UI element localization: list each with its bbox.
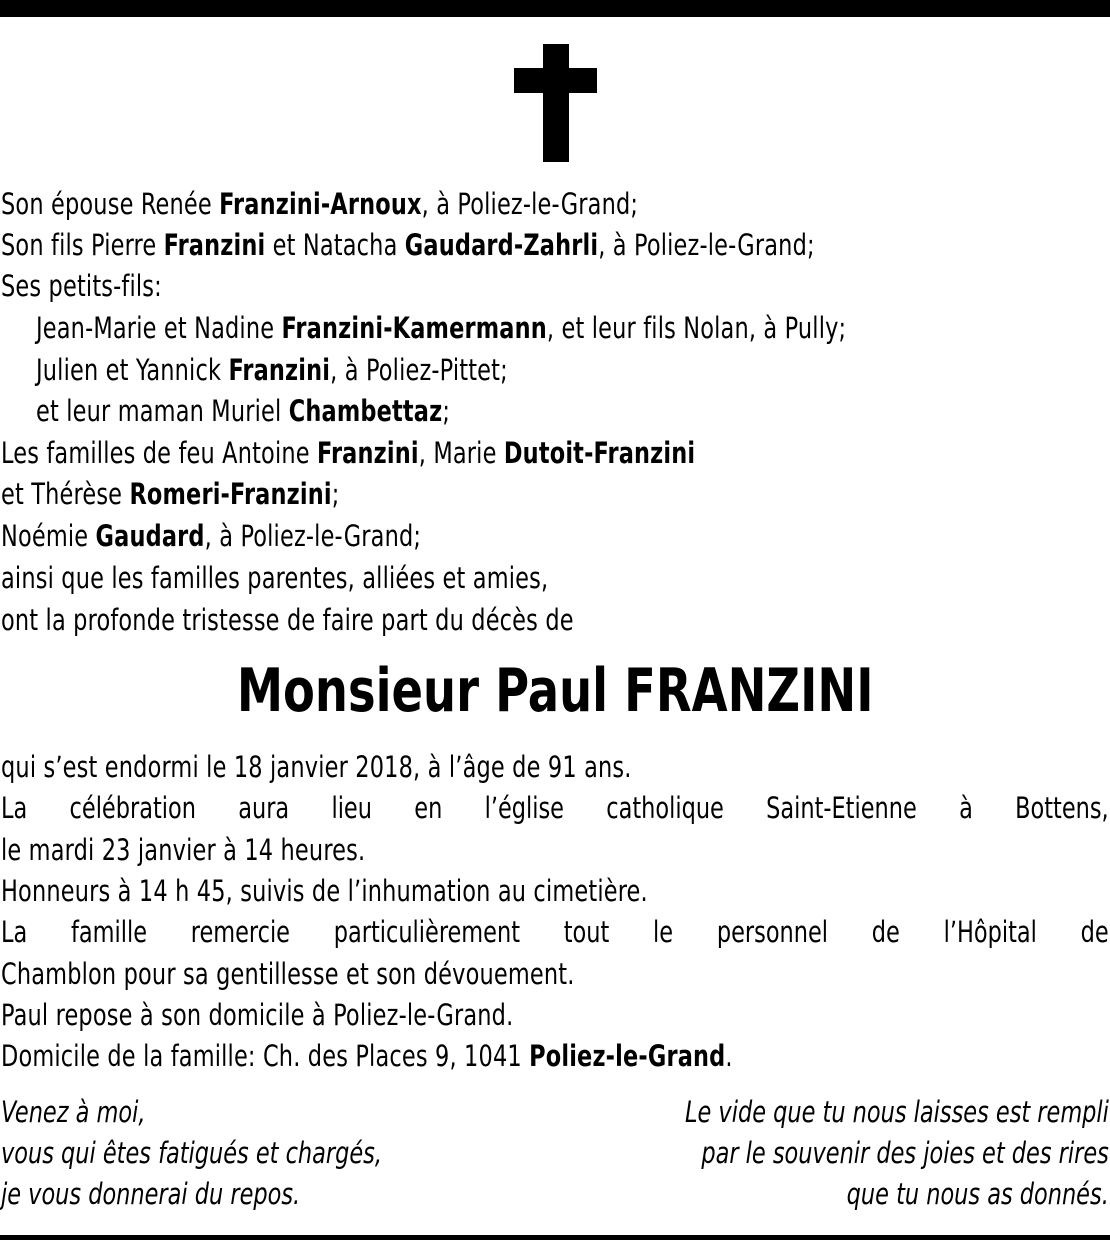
family-line: et Thérèse Romeri-Franzini; [1,477,340,511]
detail-line: La célébration aura lieu en l’église catholique Saint-Etienne à Bottens, [1,791,1109,825]
family-line: Son épouse Renée Franzini-Arnoux, à Poliez-le-Grand; [1,187,639,221]
detail-line: le mardi 23 janvier à 14 heures. [1,833,366,867]
detail-line: Chamblon pour sa gentillesse et son dévouement. [1,957,575,991]
bottom-border-rule [0,1235,1110,1240]
quote-left-line: Venez à moi, [1,1095,146,1129]
family-line: Son fils Pierre Franzini et Natacha Gaudard-Zahrli, à Poliez-le-Grand; [1,228,815,262]
deceased-name-heading: Monsieur Paul FRANZINI [236,656,874,726]
quote-right-line: que tu nous as donnés. [846,1177,1109,1211]
quote-left-line: vous qui êtes fatigués et chargés, [1,1136,382,1170]
family-line: et leur maman Muriel Chambettaz; [36,394,451,428]
quote-right-line: Le vide que tu nous laisses est rempli [685,1095,1109,1129]
family-line: ont la profonde tristesse de faire part du décès de [1,603,574,637]
quote-left-line: je vous donnerai du repos. [1,1177,301,1211]
cross-icon [0,0,1110,170]
family-line: Julien et Yannick Franzini, à Poliez-Pittet; [36,353,508,387]
detail-line: Domicile de la famille: Ch. des Places 9, 1041 Poliez-le-Grand. [1,1039,733,1073]
quote-right-line: par le souvenir des joies et des rires [701,1136,1109,1170]
detail-line: Paul repose à son domicile à Poliez-le-Grand. [1,998,514,1032]
detail-line: Honneurs à 14 h 45, suivis de l’inhumation au cimetière. [1,874,648,908]
family-line: Jean-Marie et Nadine Franzini-Kamermann, et leur fils Nolan, à Pully; [36,311,847,345]
family-line: ainsi que les familles parentes, alliées et amies, [1,561,549,595]
detail-line: La famille remercie particulièrement tout le personnel de l’Hôpital de [1,915,1109,949]
detail-line: qui s’est endormi le 18 janvier 2018, à l’âge de 91 ans. [1,750,632,784]
family-line: Les familles de feu Antoine Franzini, Marie Dutoit-Franzini [1,436,696,470]
family-line: Ses petits-fils: [1,269,162,303]
family-line: Noémie Gaudard, à Poliez-le-Grand; [1,519,422,553]
